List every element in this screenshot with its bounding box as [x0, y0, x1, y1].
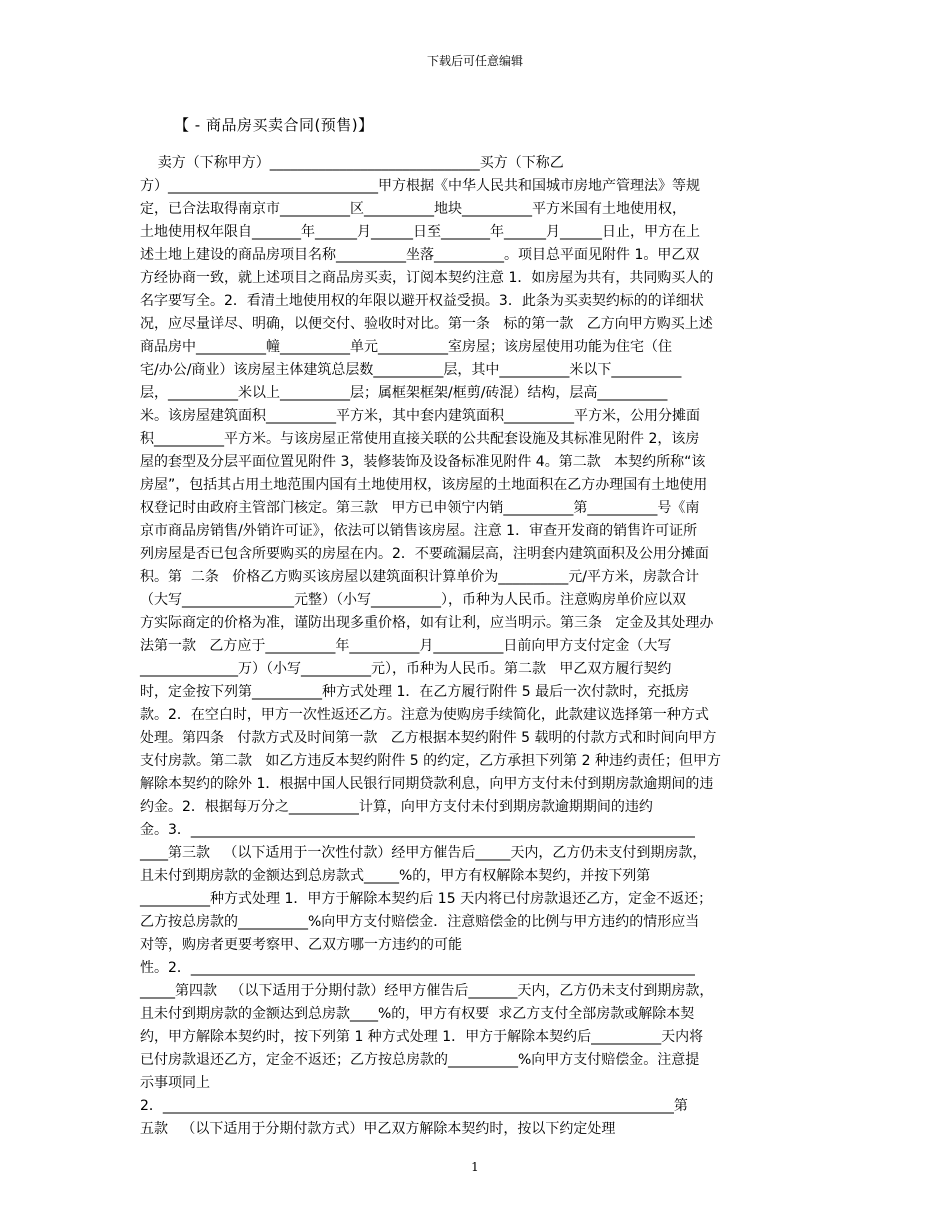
body-line: 时，定金按下列第__________种方式处理 1．在乙方履行附件 5 最后一次付款时，充抵房 — [140, 684, 690, 700]
body-line: 权登记时由政府主管部门核定。第三款 甲方已申领宁内销__________第__________号《南 — [140, 500, 700, 516]
body-line: 积__________平方米。与该房屋正常使用直接关联的公共配套设施及其标准见附件 2，该房 — [140, 431, 700, 447]
body-line: ______________万）（小写__________元），币种为人民币。第二款 甲乙双方履行契约 — [140, 661, 672, 677]
body-line: 方实际商定的价格为准，谨防出现多重价格，如有让利，应当明示。第三条 定金及其处理办 — [140, 615, 714, 631]
body-line: 乙方按总房款的__________%向甲方支付赔偿金．注意赔偿金的比例与甲方违约的情形应当 — [140, 914, 700, 930]
body-line: 方）______________________________甲方根据《中华人民共和国城市房地产管理法》等规 — [140, 178, 700, 194]
body-line: 述土地上建设的商品房项目名称__________坐落__________。项目总平面见附件 1。甲乙双 — [140, 247, 700, 263]
body-line: 方经协商一致，就上述项目之商品房买卖，订阅本契约注意 1．如房屋为共有，共同购买人的 — [140, 270, 714, 286]
body-line: 解除本契约的除外 1．根据中国人民银行同期贷款利息，向甲方支付未付到期房款逾期间的违 — [140, 776, 714, 792]
body-line: 支付房款。第二款 如乙方违反本契约附件 5 的约定，乙方承担下列第 2 种违约责任；但甲方 — [140, 753, 721, 769]
body-line: 层，__________米以上__________层；属框架框架/框剪/砖混）结构，层高__________ — [140, 385, 668, 401]
body-line: 商品房中__________幢__________单元__________室房屋；该房屋使用功能为住宅（住 — [140, 339, 672, 355]
body-line: 土地使用权年限自_______年______月______日至_______年______月______日止，甲方在上 — [140, 224, 700, 240]
body-line: 2．_________________________________________________________________________第 — [140, 1098, 688, 1114]
body-line: 卖方（下称甲方）______________________________买方（下称乙 — [140, 155, 564, 171]
body-line: 法第一款 乙方应于__________年__________月__________日前向甲方支付定金（大写 — [140, 638, 672, 654]
body-line: 五款 （以下适用于分期付款方式）甲乙双方解除本契约时，按以下约定处理 — [140, 1121, 616, 1137]
body-line: 屋的套型及分层平面位置见附件 3，装修装饰及设备标准见附件 4。第二款 本契约所称“该 — [140, 454, 706, 470]
body-line: 列房屋是否已包含所要购买的房屋在内。2．不要疏漏层高，注明套内建筑面积及公用分摊面 — [140, 546, 709, 562]
document-title: 【 - 商品房买卖合同(预售)】 — [174, 116, 374, 134]
body-line: 金。3．________________________________________________________________________ — [140, 822, 695, 838]
body-line: 况，应尽量详尽、明确，以便交付、验收时对比。第一条 标的第一款 乙方向甲方购买上述 — [140, 316, 713, 332]
body-line: 约金。2．根据每万分之__________计算，向甲方支付未付到期房款逾期期间的违约 — [140, 799, 653, 815]
body-line: 定，已合法取得南京市__________区__________地块__________平方米国有土地使用权， — [140, 201, 686, 217]
body-line: 且未付到期房款的金额达到总房款____%的，甲方有权要 求乙方支付全部房款或解除本契 — [140, 1006, 695, 1022]
body-line: 积。第 二条 价格乙方购买该房屋以建筑面积计算单价为__________元/平方米，房款合计 — [140, 569, 699, 585]
body-line: 已付房款退还乙方，定金不返还；乙方按总房款的__________%向甲方支付赔偿金。注意提 — [140, 1052, 700, 1068]
body-line: 米。该房屋建筑面积__________平方米，其中套内建筑面积__________平方米，公用分摊面 — [140, 408, 700, 424]
body-line: 房屋”，包括其占用土地范围内国有土地使用权，该房屋的土地面积在乙方办理国有土地使用 — [140, 477, 708, 493]
body-line: 对等，购房者更要考察甲、乙双方哪一方违约的可能 — [140, 937, 462, 953]
contract-body — [140, 152, 810, 1141]
body-line: 款。2．在空白时，甲方一次性返还乙方。注意为使购房手续简化，此款建议选择第一种方式 — [140, 707, 709, 723]
body-line: 示事项同上 — [140, 1075, 210, 1091]
body-line: __________种方式处理 1．甲方于解除本契约后 15 天内将已付房款退还乙方，定金不返还； — [140, 891, 713, 907]
body-line: 性。2．________________________________________________________________________ — [140, 960, 695, 976]
body-line: 宅/办公/商业）该房屋主体建筑总层数__________层，其中__________米以下__________ — [140, 362, 682, 378]
body-line: _____第四款 （以下适用于分期付款）经甲方催告后_______天内，乙方仍未支付到期房款， — [140, 983, 714, 999]
body-line: 约，甲方解除本契约时，按下列第 1 种方式处理 1．甲方于解除本契约后__________天内将 — [140, 1029, 704, 1045]
body-line: 名字要写全。2．看清土地使用权的年限以避开权益受损。3．此条为买卖契约标的的详细状 — [140, 293, 704, 309]
body-line: 京市商品房销售/外销许可证》，依法可以销售该房屋。注意 1．审查开发商的销售许可证所 — [140, 523, 698, 539]
page-number: 1 — [471, 1160, 479, 1174]
body-line: 且未付到期房款的金额达到总房款式_____%的，甲方有权解除本契约，并按下列第 — [140, 868, 651, 884]
body-line: 处理。第四条 付款方式及时间第一款 乙方根据本契约附件 5 载明的付款方式和时间向甲方 — [140, 730, 717, 746]
page-header: 下载后可任意编辑 — [426, 54, 523, 68]
body-line: （大写________________元整）（小写__________），币种为人民币。注意购房单价应以双 — [140, 592, 686, 608]
body-line: ____第三款 （以下适用于一次性付款）经甲方催告后_____天内，乙方仍未支付到期房款， — [140, 845, 707, 861]
